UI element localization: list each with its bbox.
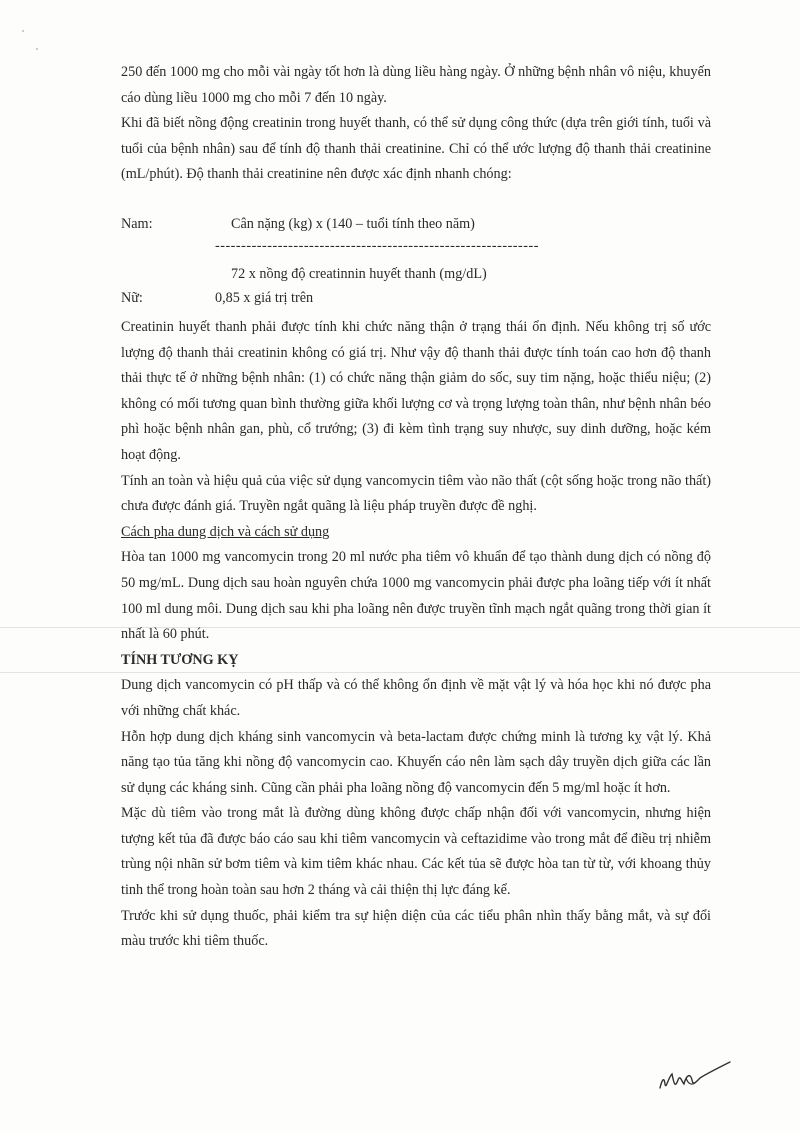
female-value: 0,85 x giá trị trên [215,290,314,306]
formula-numerator: Cân nặng (kg) x (140 – tuổi tính theo năm) [231,216,475,232]
scan-speck [22,30,24,32]
paragraph: Mặc dù tiêm vào trong mắt là đường dùng không được chấp nhận đối với vancomycin, nhưng hiện tượng kết tủa đã được báo cáo sau khi tiêm vancomycin và ceftazidime vào trong mắt để điều trị nhiễm trùng nội nhãn sử bơm tiêm và kim tiêm khác nhau. Các kết tủa sẽ được hòa tan từ từ, với khoang thủy tinh thể trong hoàn toàn sau hơn 2 tháng và cải thiện thị lực đáng kể. [121,805,711,899]
intro-text [121,60,711,188]
paragraph: Khi đã biết nồng động creatinin trong huyết thanh, có thể sử dụng công thức (dựa trên giới tính, tuổi và tuổi của bệnh nhân) sau để tính độ thanh thải creatinine. Chỉ có thể ước lượng độ thanh thải creatinine (mL/phút). Độ thanh thải creatinine nên được xác định nhanh chóng: [121,115,711,183]
main-text [121,315,711,955]
male-label: Nam: [121,216,153,232]
paragraph: Creatinin huyết thanh phải được tính khi chức năng thận ở trạng thái ổn định. Nếu không trị số ước lượng độ thanh thải creatinin không có giá trị. Như vậy độ thanh thải được tính toán cao hơn độ thanh thải thực tế ở những bệnh nhân: (1) có chức năng thận giảm do sốc, suy tim nặng, hoặc thiểu niệu; (2) không có mối tương quan bình thường giữa khối lượng cơ và trọng lượng toàn thân, như bệnh nhân béo phì hoặc bệnh nhân gan, phù, cổ trướng; (3) đi kèm tình trạng suy nhược, suy dinh dưỡng, hoặc kém hoạt động. [121,319,711,463]
paragraph: 250 đến 1000 mg cho mỗi vài ngày tốt hơn là dùng liều hàng ngày. Ở những bệnh nhân vô niệu, khuyến cáo dùng liều 1000 mg cho mỗi 7 đến 10 ngày. [121,64,711,106]
paragraph: Dung dịch vancomycin có pH thấp và có thể không ổn định về mặt vật lý và hóa học khi nó được pha với những chất khác. [121,677,711,719]
section-title-preparation: Cách pha dung dịch và cách sử dụng [121,523,330,540]
female-label: Nữ: [121,290,143,306]
formula-denominator: 72 x nồng độ creatinnin huyết thanh (mg/dL) [231,266,487,282]
paragraph: Hỗn hợp dung dịch kháng sinh vancomycin và beta-lactam được chứng minh là tương kỵ vật lý. Khả năng tạo tủa tăng khi nồng độ vancomycin cao. Khuyến cáo nên làm sạch dây truyền dịch giữa các lần sử dụng các kháng sinh. Cũng cần phải pha loãng nồng độ vancomycin đến 5 mg/ml hoặc ít hơn. [121,728,711,796]
handwritten-signature [656,1058,736,1098]
scan-speck [36,48,38,50]
section-title-compatibility: TÍNH TƯƠNG KỴ [121,651,239,668]
formula-divider: -------------------------------------------------------------- [215,238,539,254]
paragraph: Trước khi sử dụng thuốc, phải kiểm tra sự hiện diện của các tiểu phân nhìn thấy bằng mắt, và sự đổi màu trước khi tiêm thuốc. [121,907,711,950]
paragraph: Hòa tan 1000 mg vancomycin trong 20 ml nước pha tiêm vô khuẩn để tạo thành dung dịch có nồng độ 50 mg/mL. Dung dịch sau hoàn nguyên chứa 1000 mg vancomycin phải được pha loãng tiếp với ít nhất 100 ml dung môi. Dung dịch sau khi pha loãng nên được truyền tĩnh mạch ngắt quãng trong thời gian ít nhất là 60 phút. [121,549,711,643]
paragraph: Tính an toàn và hiệu quả của việc sử dụng vancomycin tiêm vào não thất (cột sống hoặc trong não thất) chưa được đánh giá. Truyền ngắt quãng là liệu pháp truyền được đề nghị. [121,472,711,515]
